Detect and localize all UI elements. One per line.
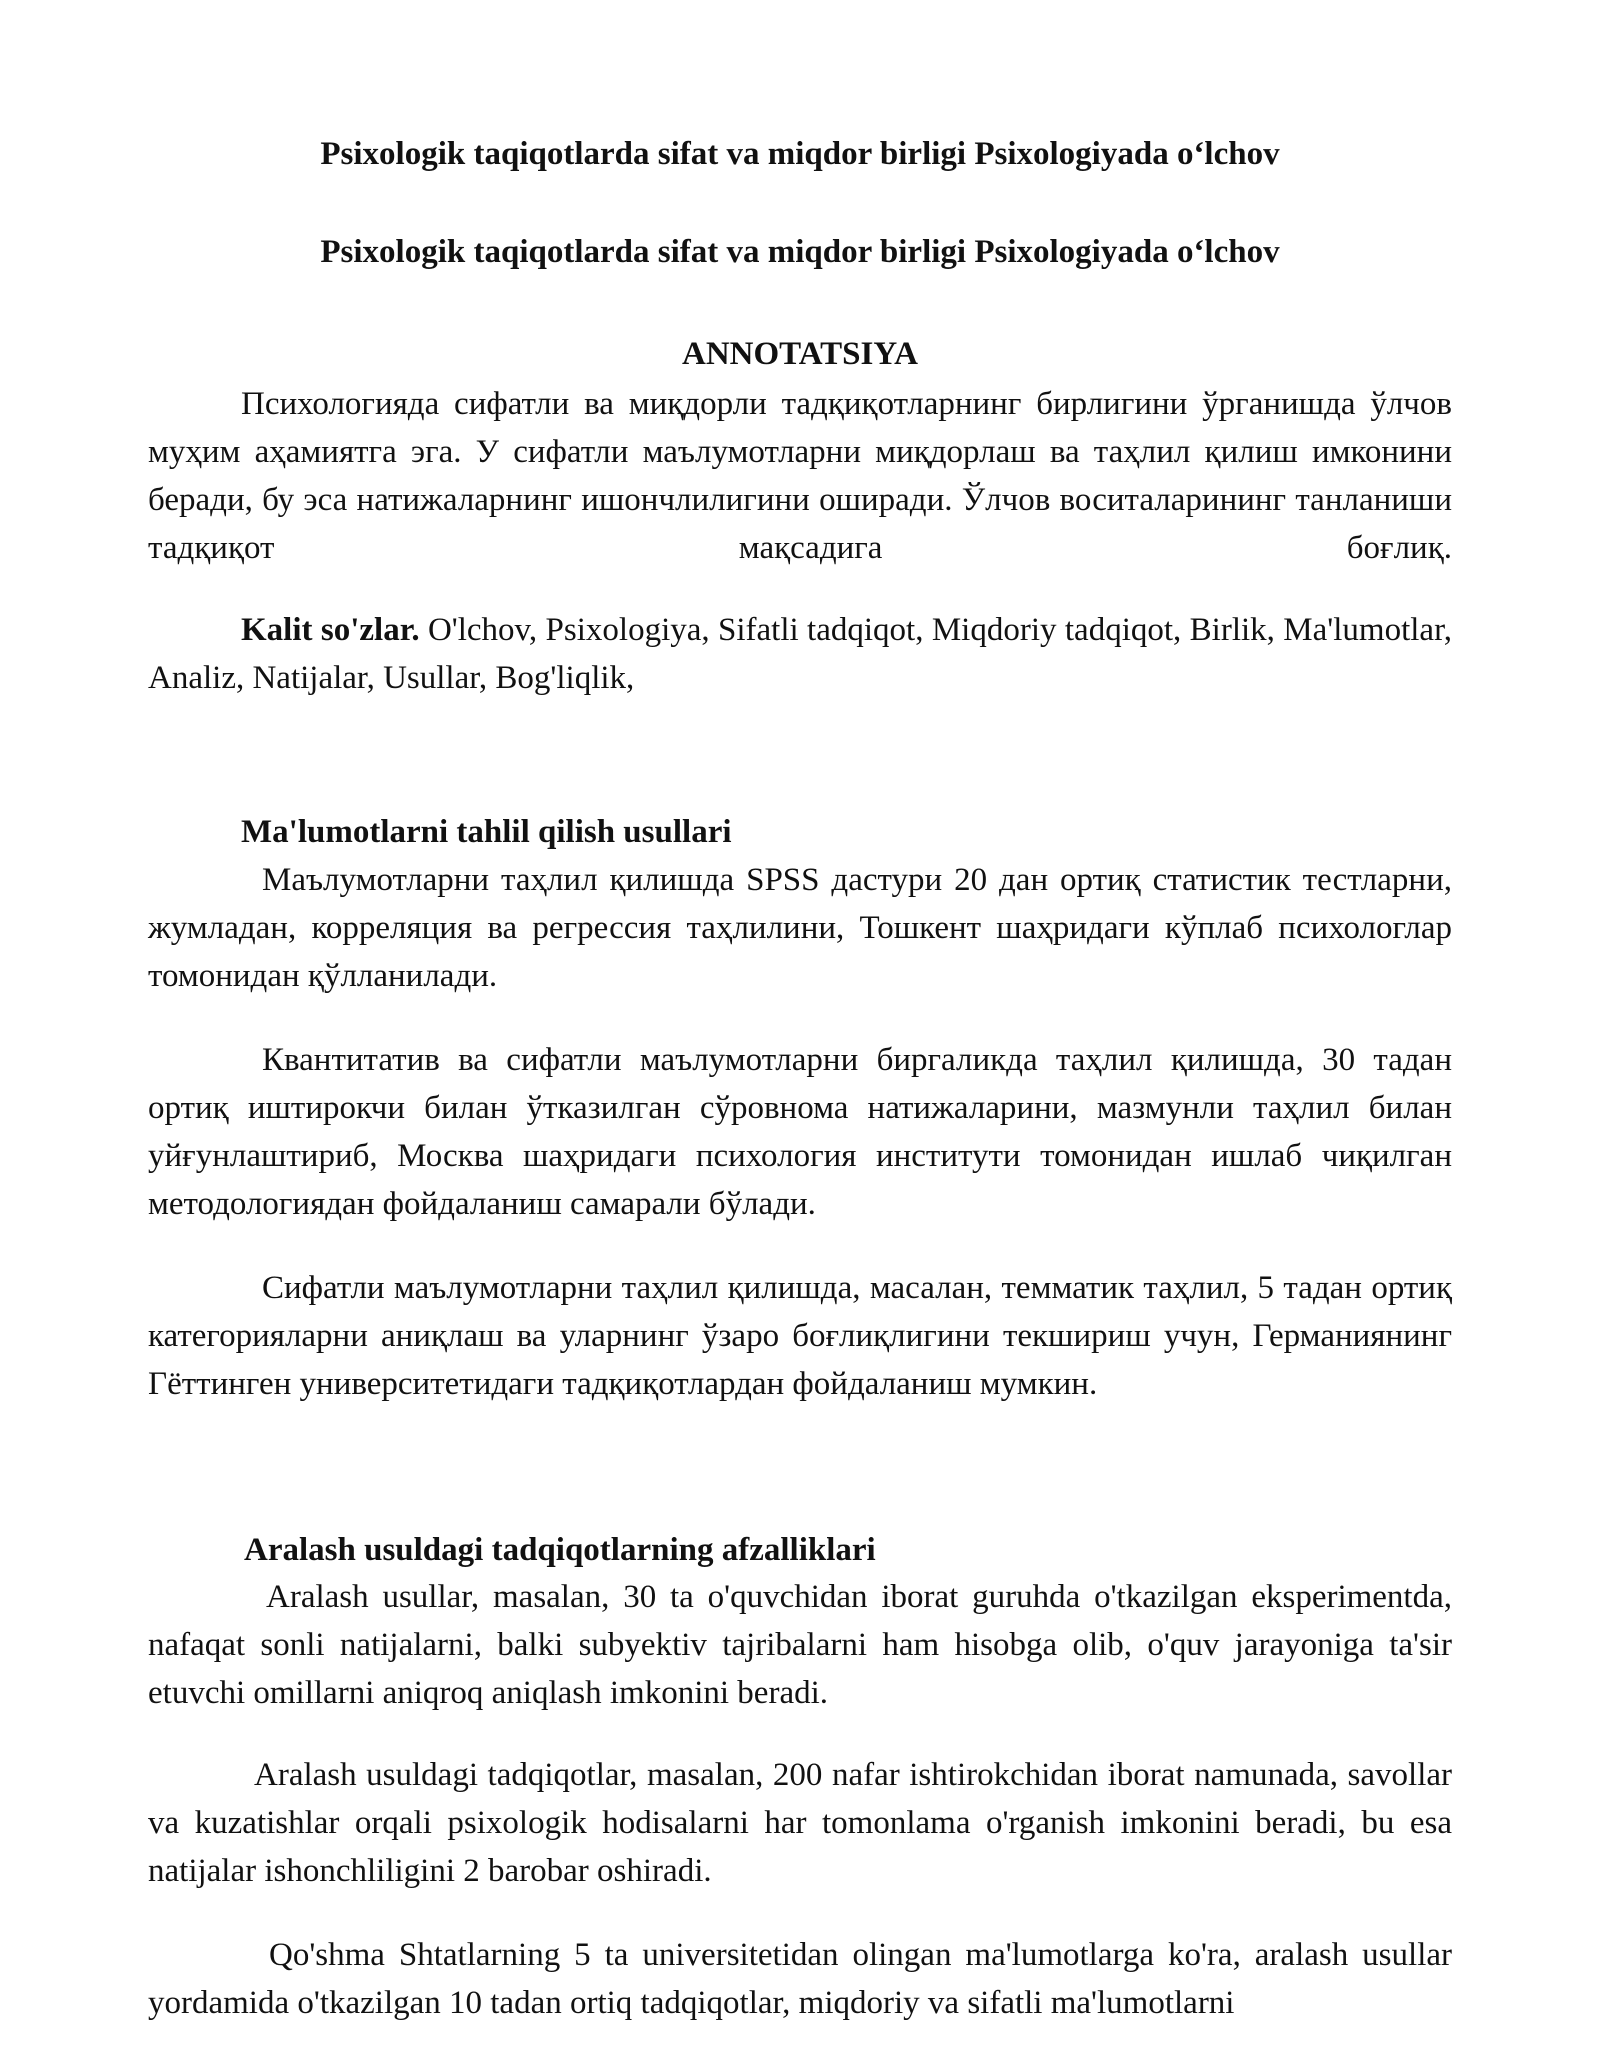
section-heading-mixed-methods: Aralash usuldagi tadqiqotlarning afzalliklari <box>244 1532 876 1568</box>
section-2-paragraph-1: Aralash usullar, masalan, 30 ta o'quvchidan iborat guruhda o'tkazilgan eksperimentda, nafaqat sonli natijalarni, balki subyektiv tajribalarni ham hisobga olib, o'quv jarayoniga ta'sir etuvchi omillarni aniqroq aniqlash imkonini beradi. <box>148 1579 1452 1711</box>
abstract-paragraph: Психологияда сифатли ва миқдорли тадқиқотларнинг бирлигини ўрганишда ўлчов муҳим аҳамиятга эга. У сифатли маълумотларни миқдорлаш ва таҳлил қилиш имконини беради, бу эса натижаларнинг ишончлилигини оширади. Ўлчов воситаларининг танланиши тадқиқот мақсадига боғлиқ. <box>148 386 1452 566</box>
document-title: Psixologik taqiqotlarda sifat va miqdor birligi Psixologiyada o‘lchov <box>320 136 1280 172</box>
abstract-heading: ANNOTATSIYA <box>682 336 918 372</box>
section-1-paragraph-3: Сифатли маълумотларни таҳлил қилишда, масалан, темматик таҳлил, 5 тадан ортиқ категорияларни аниқлаш ва уларнинг ўзаро боғлиқлигини текшириш учун, Германиянинг Гёттинген университетидаги тадқиқотлардан фойдаланиш мумкин. <box>148 1270 1452 1402</box>
section-2-paragraph-2: Aralash usuldagi tadqiqotlar, masalan, 200 nafar ishtirokchidan iborat namunada, savollar va kuzatishlar orqali psixologik hodisalarni har tomonlama o'rganish imkonini beradi, bu esa natijalar ishonchliligini 2 barobar oshiradi. <box>148 1757 1452 1889</box>
keywords-text: O'lchov, Psixologiya, Sifatli tadqiqot, Miqdoriy tadqiqot, Birlik, Ma'lumotlar, Analiz, Natijalar, Usullar, Bog'liqlik, <box>148 612 1452 696</box>
section-1-paragraph-2: Квантитатив ва сифатли маълумотларни биргаликда таҳлил қилишда, 30 тадан ортиқ иштирокчи билан ўтказилган сўровнома натижаларини, мазмунли таҳлил билан уйғунлаштириб, Москва шаҳридаги психология институти томонидан ишлаб чиқилган методологиядан фойдаланиш самарали бўлади. <box>148 1042 1452 1222</box>
section-2-paragraph-3: Qo'shma Shtatlarning 5 ta universitetidan olingan ma'lumotlarga ko'ra, aralash usullar yordamida o'tkazilgan 10 tadan ortiq tadqiqotlar, miqdoriy va sifatli ma'lumotlarni <box>148 1937 1452 2021</box>
keywords-label: Kalit so'zlar. <box>241 612 420 648</box>
keywords-paragraph <box>148 606 1452 702</box>
section-1-paragraph-1: Маълумотларни таҳлил қилишда SPSS дастури 20 дан ортиқ статистик тестларни, жумладан, корреляция ва регрессия таҳлилини, Тошкент шаҳридаги кўплаб психологлар томонидан қўлланилади. <box>148 862 1452 994</box>
document-title-repeat: Psixologik taqiqotlarda sifat va miqdor birligi Psixologiyada o‘lchov <box>320 234 1280 270</box>
section-heading-data-analysis: Ma'lumotlarni tahlil qilish usullari <box>241 814 732 850</box>
